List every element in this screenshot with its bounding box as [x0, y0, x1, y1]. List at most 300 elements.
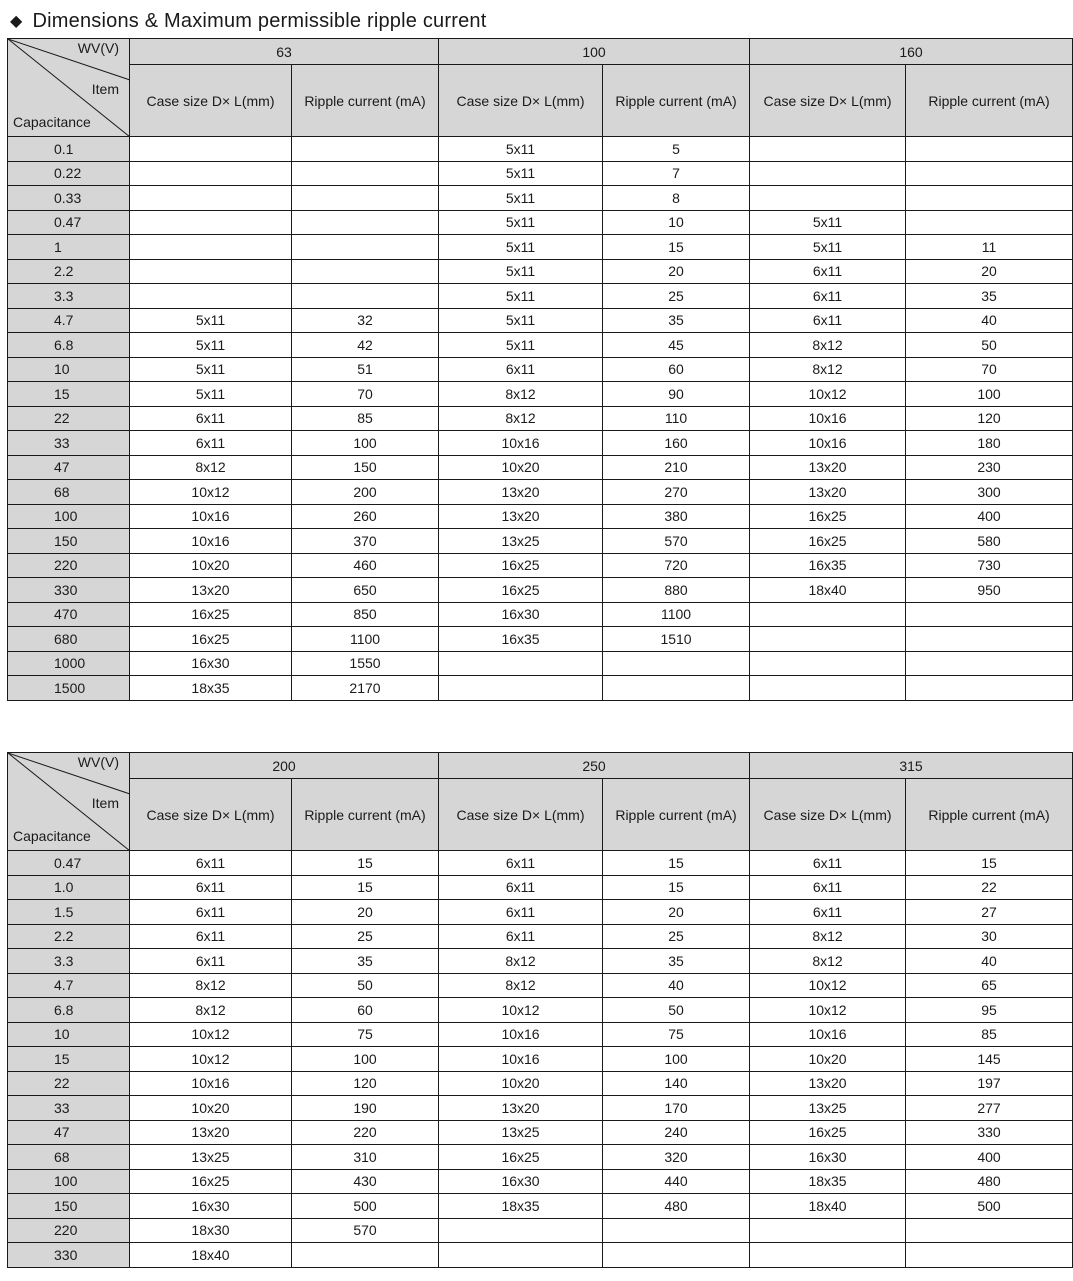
- capacitance-cell: [8, 455, 130, 480]
- case-size-cell: 5x11: [439, 210, 603, 235]
- case-size-cell: 6x11: [750, 284, 906, 309]
- capacitance-value: 15: [54, 385, 70, 402]
- capacitance-cell: [8, 1120, 130, 1145]
- case-size-cell: 6x11: [750, 259, 906, 284]
- capacitance-value: 6.8: [54, 1001, 74, 1018]
- capacitance-value: 680: [54, 630, 78, 647]
- ripple-current-cell: 35: [292, 949, 439, 974]
- ripple-current-cell: 75: [292, 1022, 439, 1047]
- case-size-cell: 5x11: [439, 284, 603, 309]
- capacitance-value: 0.22: [54, 165, 82, 182]
- capacitance-cell: [8, 1218, 130, 1243]
- case-size-cell: 16x30: [130, 1194, 292, 1219]
- case-size-cell: 5x11: [130, 333, 292, 358]
- case-size-cell: 10x16: [130, 504, 292, 529]
- capacitance-cell: [8, 137, 130, 162]
- ripple-current-cell: 570: [292, 1218, 439, 1243]
- case-size-cell: 10x20: [130, 1096, 292, 1121]
- case-size-cell: 13x20: [439, 504, 603, 529]
- capacitance-cell: [8, 210, 130, 235]
- table-row: [8, 578, 1073, 603]
- ripple-current-cell: 50: [906, 333, 1073, 358]
- capacitance-value: 4.7: [54, 977, 74, 994]
- capacitance-value: 6.8: [54, 336, 74, 353]
- ripple-current-cell: 480: [906, 1169, 1073, 1194]
- capacitance-value: 22: [54, 1075, 70, 1092]
- ripple-current-cell: 100: [906, 382, 1073, 407]
- case-size-cell: 8x12: [750, 333, 906, 358]
- ripple-current-cell: 15: [292, 875, 439, 900]
- case-size-cell: [750, 1218, 906, 1243]
- case-size-cell: 5x11: [439, 137, 603, 162]
- case-size-cell: 6x11: [439, 924, 603, 949]
- case-size-cell: 5x11: [750, 210, 906, 235]
- ripple-current-cell: 480: [603, 1194, 750, 1219]
- ripple-current-cell: 850: [292, 602, 439, 627]
- case-size-cell: 13x20: [750, 455, 906, 480]
- table-row: [8, 1047, 1073, 1072]
- ripple-current-cell: 40: [603, 973, 750, 998]
- table-row: [8, 1071, 1073, 1096]
- ripple-current-cell: 110: [603, 406, 750, 431]
- case-size-header: Case size D× L(mm): [750, 65, 906, 137]
- case-size-cell: 5x11: [439, 259, 603, 284]
- ripple-current-cell: [906, 1218, 1073, 1243]
- case-size-cell: 13x20: [130, 1120, 292, 1145]
- ripple-current-header: Ripple current (mA): [603, 779, 750, 851]
- capacitance-value: 330: [54, 1246, 78, 1263]
- ripple-current-cell: 370: [292, 529, 439, 554]
- case-size-cell: 10x12: [130, 1022, 292, 1047]
- ripple-current-cell: 60: [292, 998, 439, 1023]
- capacitance-cell: [8, 357, 130, 382]
- case-size-header: Case size D× L(mm): [130, 779, 292, 851]
- capacitance-value: 33: [54, 1099, 70, 1116]
- capacitance-cell: [8, 949, 130, 974]
- case-size-cell: 13x25: [439, 1120, 603, 1145]
- ripple-current-cell: 45: [603, 333, 750, 358]
- case-size-cell: 6x11: [130, 851, 292, 876]
- ripple-current-cell: 200: [292, 480, 439, 505]
- ripple-current-cell: 20: [906, 259, 1073, 284]
- capacitance-cell: [8, 333, 130, 358]
- ripple-current-cell: [906, 627, 1073, 652]
- ripple-current-header: Ripple current (mA): [906, 779, 1073, 851]
- case-size-header: Case size D× L(mm): [750, 779, 906, 851]
- ripple-current-cell: 140: [603, 1071, 750, 1096]
- ripple-current-cell: 42: [292, 333, 439, 358]
- capacitance-cell: [8, 900, 130, 925]
- case-size-cell: [750, 627, 906, 652]
- ripple-current-cell: 720: [603, 553, 750, 578]
- ripple-current-cell: 15: [603, 875, 750, 900]
- capacitance-value: 1.0: [54, 879, 74, 896]
- capacitance-value: 47: [54, 1124, 70, 1141]
- wv-label: WV(V): [77, 754, 119, 770]
- case-size-cell: 8x12: [130, 973, 292, 998]
- capacitance-value: 220: [54, 557, 78, 574]
- capacitance-cell: [8, 529, 130, 554]
- ripple-current-cell: 400: [906, 504, 1073, 529]
- capacitance-value: 1.5: [54, 903, 74, 920]
- capacitance-value: 68: [54, 1148, 70, 1165]
- table-row: [8, 1218, 1073, 1243]
- ripple-current-cell: 880: [603, 578, 750, 603]
- ripple-current-cell: 1100: [292, 627, 439, 652]
- table-row: [8, 308, 1073, 333]
- wv-label: WV(V): [77, 40, 119, 56]
- voltage-header: 100: [439, 39, 750, 65]
- table-row: [8, 875, 1073, 900]
- ripple-current-cell: 20: [603, 900, 750, 925]
- voltage-header: 200: [130, 753, 439, 779]
- capacitance-value: 0.47: [54, 854, 82, 871]
- case-size-cell: [750, 602, 906, 627]
- ripple-current-cell: 230: [906, 455, 1073, 480]
- ripple-current-cell: [292, 1243, 439, 1268]
- ripple-current-cell: 310: [292, 1145, 439, 1170]
- case-size-cell: 10x16: [750, 1022, 906, 1047]
- ripple-current-cell: [906, 1243, 1073, 1268]
- capacitance-value: 100: [54, 508, 78, 525]
- ripple-current-cell: 50: [292, 973, 439, 998]
- case-size-cell: 8x12: [439, 406, 603, 431]
- capacitance-cell: [8, 578, 130, 603]
- case-size-cell: 10x20: [750, 1047, 906, 1072]
- capacitance-cell: [8, 1022, 130, 1047]
- case-size-cell: 13x20: [130, 578, 292, 603]
- case-size-cell: [439, 1218, 603, 1243]
- table-row: [8, 627, 1073, 652]
- capacitance-cell: [8, 553, 130, 578]
- case-size-cell: 16x25: [130, 1169, 292, 1194]
- ripple-current-cell: 20: [603, 259, 750, 284]
- ripple-current-cell: 60: [603, 357, 750, 382]
- case-size-cell: [750, 651, 906, 676]
- ripple-current-cell: 440: [603, 1169, 750, 1194]
- ripple-current-cell: 580: [906, 529, 1073, 554]
- case-size-cell: 6x11: [130, 406, 292, 431]
- case-size-cell: 16x30: [439, 602, 603, 627]
- table-row: [8, 1194, 1073, 1219]
- ripple-current-cell: 650: [292, 578, 439, 603]
- case-size-cell: 5x11: [439, 186, 603, 211]
- table-row: [8, 480, 1073, 505]
- case-size-cell: 6x11: [750, 308, 906, 333]
- ripple-current-cell: 160: [603, 431, 750, 456]
- capacitance-value: 15: [54, 1050, 70, 1067]
- capacitance-value: 2.2: [54, 928, 74, 945]
- ripple-current-cell: 1550: [292, 651, 439, 676]
- case-size-cell: 5x11: [439, 333, 603, 358]
- case-size-cell: 16x25: [439, 553, 603, 578]
- voltage-header: 250: [439, 753, 750, 779]
- capacitance-value: 4.7: [54, 312, 74, 329]
- item-label: Item: [91, 81, 119, 97]
- table-row: [8, 553, 1073, 578]
- capacitance-value: 1500: [54, 679, 86, 696]
- case-size-cell: 6x11: [750, 900, 906, 925]
- case-size-cell: 10x12: [130, 1047, 292, 1072]
- table-row: [8, 998, 1073, 1023]
- case-size-cell: [130, 161, 292, 186]
- ripple-current-cell: 35: [603, 308, 750, 333]
- case-size-header: Case size D× L(mm): [130, 65, 292, 137]
- page-title: [10, 8, 487, 34]
- ripple-current-cell: 400: [906, 1145, 1073, 1170]
- capacitance-cell: [8, 602, 130, 627]
- case-size-cell: [750, 676, 906, 701]
- capacitance-label: Capacitance: [13, 828, 91, 844]
- ripple-table-1: [7, 38, 1073, 701]
- ripple-current-cell: 120: [906, 406, 1073, 431]
- ripple-current-cell: 300: [906, 480, 1073, 505]
- case-size-cell: 18x35: [750, 1169, 906, 1194]
- table-row: [8, 651, 1073, 676]
- case-size-cell: 13x25: [439, 529, 603, 554]
- ripple-current-cell: 10: [603, 210, 750, 235]
- ripple-current-header: Ripple current (mA): [292, 779, 439, 851]
- capacitance-cell: [8, 406, 130, 431]
- case-size-cell: 13x20: [439, 1096, 603, 1121]
- case-size-cell: 18x35: [130, 676, 292, 701]
- capacitance-cell: [8, 504, 130, 529]
- table-row: [8, 924, 1073, 949]
- case-size-cell: 10x16: [750, 431, 906, 456]
- case-size-cell: [130, 259, 292, 284]
- ripple-current-cell: 330: [906, 1120, 1073, 1145]
- capacitance-value: 150: [54, 532, 78, 549]
- capacitance-cell: [8, 973, 130, 998]
- ripple-current-cell: 65: [906, 973, 1073, 998]
- ripple-current-cell: [906, 210, 1073, 235]
- case-size-cell: 18x40: [750, 1194, 906, 1219]
- table-row: [8, 406, 1073, 431]
- case-size-cell: 8x12: [750, 924, 906, 949]
- capacitance-value: 470: [54, 606, 78, 623]
- capacitance-cell: [8, 1169, 130, 1194]
- table-row: [8, 210, 1073, 235]
- case-size-cell: 13x25: [130, 1145, 292, 1170]
- case-size-cell: 8x12: [439, 949, 603, 974]
- case-size-cell: 5x11: [439, 308, 603, 333]
- capacitance-cell: [8, 1096, 130, 1121]
- capacitance-cell: [8, 875, 130, 900]
- ripple-current-cell: [292, 284, 439, 309]
- case-size-cell: 10x12: [439, 998, 603, 1023]
- ripple-current-header: Ripple current (mA): [292, 65, 439, 137]
- case-size-cell: 10x12: [130, 480, 292, 505]
- case-size-cell: 6x11: [130, 900, 292, 925]
- table-row: [8, 1120, 1073, 1145]
- ripple-current-cell: 35: [603, 949, 750, 974]
- ripple-current-cell: 15: [292, 851, 439, 876]
- ripple-current-cell: 170: [603, 1096, 750, 1121]
- ripple-current-cell: 277: [906, 1096, 1073, 1121]
- case-size-cell: 8x12: [439, 973, 603, 998]
- capacitance-value: 150: [54, 1197, 78, 1214]
- case-size-cell: [750, 137, 906, 162]
- case-size-cell: 10x16: [439, 1022, 603, 1047]
- case-size-cell: 16x25: [750, 1120, 906, 1145]
- case-size-cell: 8x12: [130, 998, 292, 1023]
- table-row: [8, 1022, 1073, 1047]
- ripple-current-cell: 430: [292, 1169, 439, 1194]
- case-size-cell: 6x11: [750, 875, 906, 900]
- case-size-cell: [439, 1243, 603, 1268]
- case-size-cell: 5x11: [439, 161, 603, 186]
- table-row: [8, 529, 1073, 554]
- ripple-current-cell: [906, 676, 1073, 701]
- table-row: [8, 1145, 1073, 1170]
- capacitance-cell: [8, 235, 130, 260]
- ripple-current-cell: [906, 161, 1073, 186]
- ripple-current-cell: [292, 137, 439, 162]
- case-size-cell: 6x11: [130, 875, 292, 900]
- capacitance-value: 2.2: [54, 263, 74, 280]
- case-size-cell: 6x11: [130, 949, 292, 974]
- case-size-cell: 10x12: [750, 998, 906, 1023]
- case-size-cell: 8x12: [439, 382, 603, 407]
- ripple-current-cell: 380: [603, 504, 750, 529]
- ripple-current-cell: 180: [906, 431, 1073, 456]
- ripple-current-cell: 260: [292, 504, 439, 529]
- case-size-cell: 5x11: [130, 357, 292, 382]
- capacitance-value: 33: [54, 434, 70, 451]
- ripple-current-cell: 95: [906, 998, 1073, 1023]
- table-row: [8, 186, 1073, 211]
- case-size-cell: 6x11: [130, 924, 292, 949]
- case-size-cell: 16x25: [130, 602, 292, 627]
- case-size-cell: 18x30: [130, 1218, 292, 1243]
- capacitance-value: 3.3: [54, 287, 74, 304]
- ripple-current-cell: 1100: [603, 602, 750, 627]
- case-size-cell: 16x30: [750, 1145, 906, 1170]
- table-row: [8, 333, 1073, 358]
- capacitance-cell: [8, 998, 130, 1023]
- ripple-current-cell: [292, 161, 439, 186]
- case-size-cell: 6x11: [130, 431, 292, 456]
- ripple-current-cell: [292, 210, 439, 235]
- case-size-cell: 5x11: [750, 235, 906, 260]
- ripple-current-header: Ripple current (mA): [906, 65, 1073, 137]
- case-size-cell: [130, 210, 292, 235]
- capacitance-value: 10: [54, 361, 70, 378]
- capacitance-value: 3.3: [54, 952, 74, 969]
- corner-header: [8, 39, 130, 137]
- ripple-current-cell: 15: [906, 851, 1073, 876]
- ripple-current-cell: 22: [906, 875, 1073, 900]
- ripple-current-cell: 35: [906, 284, 1073, 309]
- ripple-current-cell: [292, 235, 439, 260]
- ripple-current-cell: 220: [292, 1120, 439, 1145]
- ripple-current-cell: 25: [603, 284, 750, 309]
- case-size-cell: [750, 186, 906, 211]
- case-size-cell: 16x25: [130, 627, 292, 652]
- voltage-header: 63: [130, 39, 439, 65]
- table-row: [8, 851, 1073, 876]
- ripple-current-cell: 15: [603, 235, 750, 260]
- case-size-cell: [439, 651, 603, 676]
- ripple-current-cell: 85: [906, 1022, 1073, 1047]
- ripple-current-cell: 570: [603, 529, 750, 554]
- case-size-cell: 13x25: [750, 1096, 906, 1121]
- capacitance-value: 1000: [54, 655, 86, 672]
- case-size-cell: 16x30: [439, 1169, 603, 1194]
- ripple-current-cell: 2170: [292, 676, 439, 701]
- capacitance-value: 68: [54, 483, 70, 500]
- capacitance-value: 330: [54, 581, 78, 598]
- table-row: [8, 504, 1073, 529]
- capacitance-cell: [8, 1243, 130, 1268]
- table-row: [8, 357, 1073, 382]
- case-size-cell: 8x12: [750, 357, 906, 382]
- capacitance-cell: [8, 284, 130, 309]
- ripple-current-cell: [603, 676, 750, 701]
- capacitance-label: Capacitance: [13, 114, 91, 130]
- ripple-current-cell: 100: [603, 1047, 750, 1072]
- case-size-cell: 16x25: [439, 1145, 603, 1170]
- ripple-current-cell: 460: [292, 553, 439, 578]
- case-size-cell: 16x25: [750, 504, 906, 529]
- case-size-cell: 10x16: [130, 529, 292, 554]
- case-size-cell: 6x11: [439, 875, 603, 900]
- ripple-current-cell: [292, 186, 439, 211]
- case-size-cell: 10x12: [750, 973, 906, 998]
- ripple-current-cell: [906, 137, 1073, 162]
- case-size-cell: 16x25: [439, 578, 603, 603]
- case-size-cell: 13x20: [750, 480, 906, 505]
- case-size-cell: 16x25: [750, 529, 906, 554]
- case-size-cell: 13x20: [439, 480, 603, 505]
- ripple-current-cell: 40: [906, 949, 1073, 974]
- voltage-header: 315: [750, 753, 1073, 779]
- ripple-current-cell: 15: [603, 851, 750, 876]
- case-size-cell: 10x20: [439, 1071, 603, 1096]
- capacitance-cell: [8, 1145, 130, 1170]
- ripple-current-cell: 90: [603, 382, 750, 407]
- ripple-current-cell: 100: [292, 1047, 439, 1072]
- table-row: [8, 431, 1073, 456]
- case-size-cell: 6x11: [439, 851, 603, 876]
- capacitance-cell: [8, 651, 130, 676]
- ripple-current-cell: 500: [906, 1194, 1073, 1219]
- ripple-current-cell: 240: [603, 1120, 750, 1145]
- case-size-cell: 10x20: [439, 455, 603, 480]
- capacitance-cell: [8, 259, 130, 284]
- capacitance-value: 220: [54, 1222, 78, 1239]
- case-size-cell: 16x35: [439, 627, 603, 652]
- ripple-current-cell: 20: [292, 900, 439, 925]
- ripple-current-cell: 51: [292, 357, 439, 382]
- case-size-cell: [130, 284, 292, 309]
- table-row: [8, 284, 1073, 309]
- ripple-current-cell: 40: [906, 308, 1073, 333]
- table-row: [8, 259, 1073, 284]
- table-row: [8, 973, 1073, 998]
- ripple-current-cell: [603, 1218, 750, 1243]
- ripple-current-cell: 32: [292, 308, 439, 333]
- page-title-text: Dimensions & Maximum permissible ripple current: [32, 10, 487, 32]
- case-size-cell: 8x12: [130, 455, 292, 480]
- ripple-current-cell: 5: [603, 137, 750, 162]
- table-row: [8, 602, 1073, 627]
- ripple-current-cell: [906, 186, 1073, 211]
- ripple-current-cell: [603, 651, 750, 676]
- case-size-cell: 5x11: [439, 235, 603, 260]
- table-row: [8, 949, 1073, 974]
- case-size-cell: 18x35: [439, 1194, 603, 1219]
